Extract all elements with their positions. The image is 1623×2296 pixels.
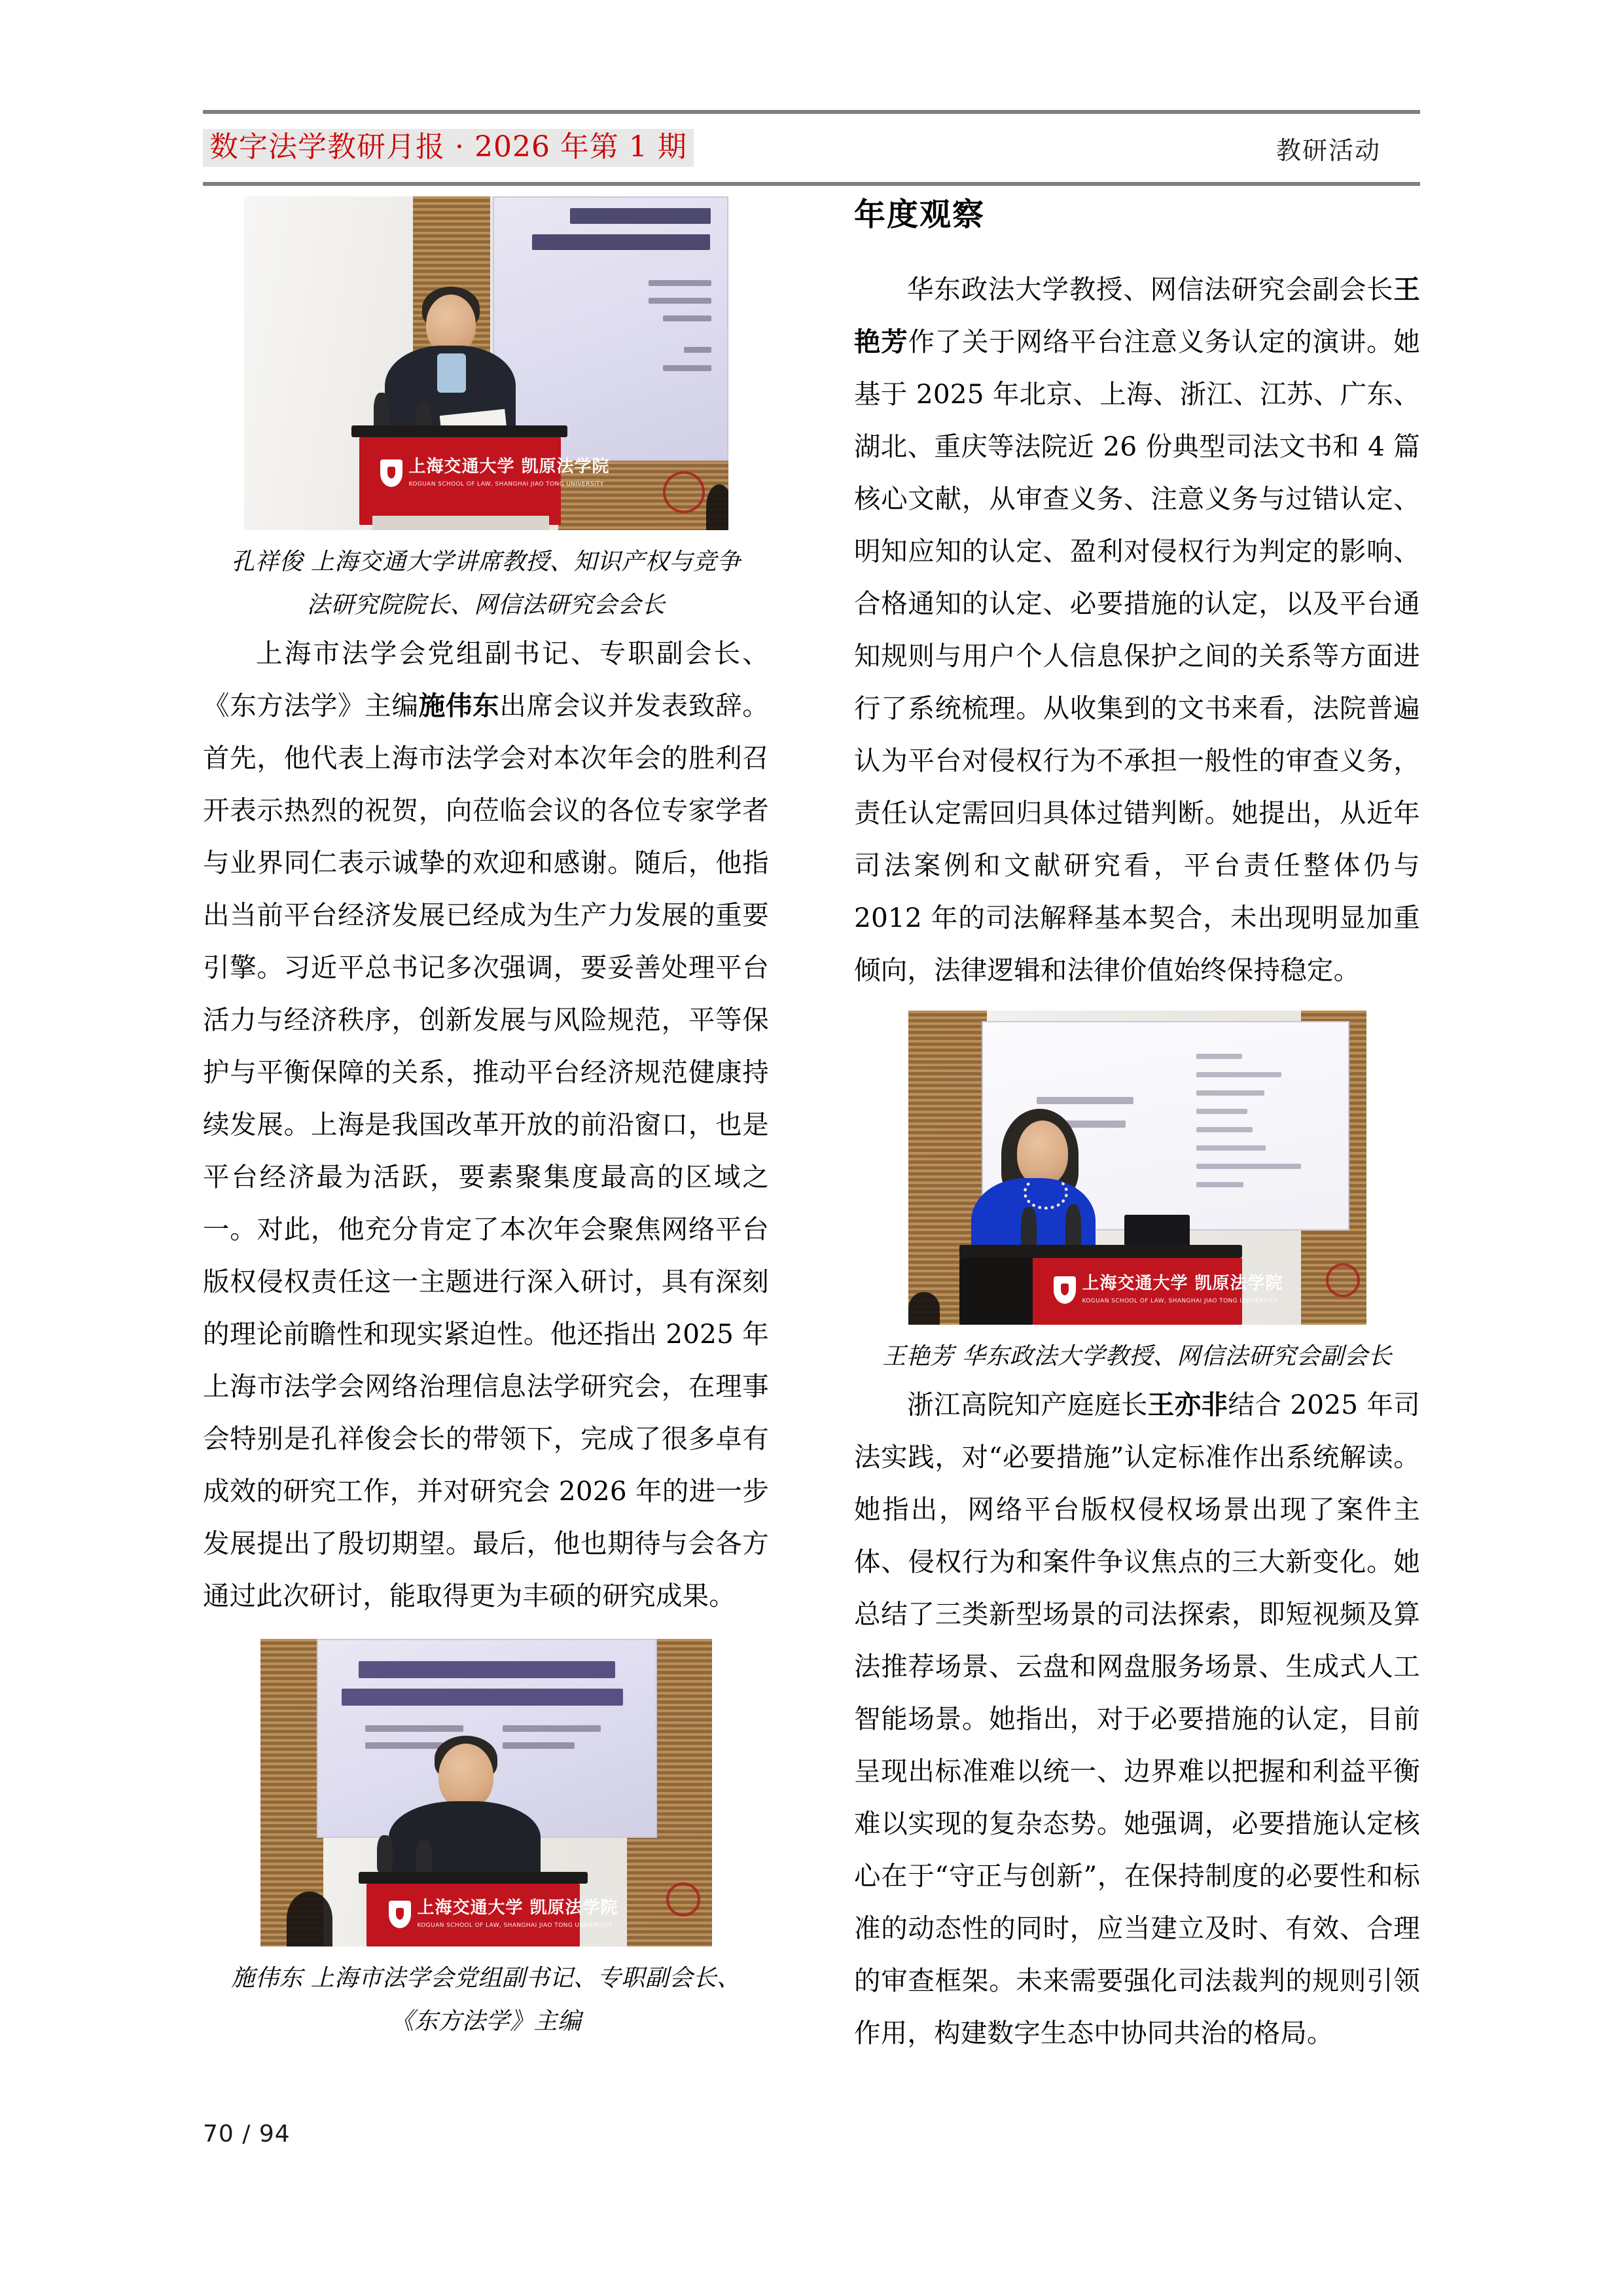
paragraph-wang-yanfang: 华东政法大学教授、网信法研究会副会长王艳芳作了关于网络平台注意义务认定的演讲。她基于 2025 年北京、上海、浙江、江苏、广东、湖北、重庆等法院近 26 份典型司法文书和 4 篇核心文献，从审查义务、注意义务与过错认定、明知应知的认定、盈利对侵权行为判定的影响、合格通知的认定、必要措施的认定，以及平台通知规则与用户个人信息保护之间的关系等方面进行了系统梳理。从收集到的文书来看，法院普遍认为平台对侵权行为不承担一般性的审查义务，责任认定需回归具体过错判断。她提出，从近年司法案例和文献研究看，平台责任整体仍与 2012 年的司法解释基本契合，未出现明显加重倾向，法律逻辑和法律价值始终保持稳定。	[854, 273, 1420, 986]
paragraph-wang-yifei: 浙江高院知产庭庭长王亦非结合 2025 年司法实践，对“必要措施”认定标准作出系统解读。她指出，网络平台版权侵权场景出现了案件主体、侵权行为和案件争议焦点的三大新变化。她总结了三类新型场景的司法探索，即短视频及算法推荐场景、云盘和网盘服务场景、生成式人工智能场景。她指出，对于必要措施的认定，目前呈现出标准难以统一、边界难以把握和利益平衡难以实现的复杂态势。她强调，必要措施认定核心在于“守正与创新”，在保持制度的必要性和标准的动态性的同时，应当建立及时、有效、合理的审查框架。未来需要强化司法裁判的规则引领作用，构建数字生态中协同共治的格局。	[854, 1388, 1420, 2049]
caption-line-2: 法研究院院长、网信法研究会会长	[306, 592, 666, 619]
figure-shi-weidong	[203, 1639, 769, 2043]
figure-wang-yanfang	[854, 1011, 1420, 1378]
caption-line-1: 孔祥俊 上海交通大学讲席教授、知识产权与竞争	[231, 548, 741, 575]
section-label: 教研活动	[1275, 135, 1381, 165]
figure-caption	[203, 541, 769, 627]
podium-logo-en: KOGUAN SCHOOL OF LAW, SHANGHAI JIAO TONG UNIVERSITY	[1082, 1297, 1277, 1304]
caption-line-1: 王艳芳 华东政法大学教授、网信法研究会副会长	[882, 1342, 1392, 1370]
podium-logo-cn: 上海交通大学 凯原法学院	[408, 457, 610, 476]
running-header	[203, 110, 1420, 186]
section-heading-annual-observation: 年度观察	[854, 196, 986, 233]
photo-kong-xiangjun	[244, 196, 728, 530]
photo-shi-weidong	[260, 1639, 712, 1946]
sjtu-shield-icon	[1054, 1276, 1076, 1304]
caption-line-1: 施伟东 上海市法学会党组副书记、专职副会长、	[231, 1965, 741, 1992]
right-column	[854, 196, 1420, 2081]
figure-caption	[203, 1957, 769, 2043]
two-column-body	[203, 196, 1420, 2081]
podium-logo-cn: 上海交通大学 凯原法学院	[1082, 1273, 1283, 1293]
sjtu-shield-icon	[389, 1901, 411, 1928]
podium-logo-en: KOGUAN SCHOOL OF LAW, SHANGHAI JIAO TONG UNIVERSITY	[417, 1922, 613, 1929]
figure-kong-xiangjun	[203, 196, 769, 627]
paragraph-shi-weidong: 上海市法学会党组副书记、专职副会长、《东方法学》主编施伟东出席会议并发表致辞。首先，他代表上海市法学会对本次年会的胜利召开表示热烈的祝贺，向莅临会议的各位专家学者与业界同仁表示诚挚的欢迎和感谢。随后，他指出当前平台经济发展已经成为生产力发展的重要引擎。习近平总书记多次强调，要妥善处理平台活力与经济秩序，创新发展与风险规范，平等保护与平衡保障的关系，推动平台经济规范健康持续发展。上海是我国改革开放的前沿窗口，也是平台经济最为活跃，要素聚集度最高的区域之一。对此，他充分肯定了本次年会聚焦网络平台版权侵权责任这一主题进行深入研讨，具有深刻的理论前瞻性和现实紧迫性。他还指出 2025 年上海市法学会网络治理信息法学研究会，在理事会特别是孔祥俊会长的带领下，完成了很多卓有成效的研究工作，并对研究会 2026 年的进一步发展提出了殷切期望。最后，他也期待与会各方通过此次研讨，能取得更为丰硕的研究成果。	[203, 637, 770, 1611]
caption-line-2: 《东方法学》主编	[390, 2008, 582, 2035]
page-number: 70 / 94	[203, 2121, 291, 2147]
sjtu-shield-icon	[380, 459, 402, 487]
figure-caption	[854, 1335, 1420, 1378]
publication-title: 数字法学教研月报 · 2026 年第 1 期	[203, 129, 694, 167]
photo-wang-yanfang	[908, 1011, 1366, 1325]
podium-logo-cn: 上海交通大学 凯原法学院	[417, 1898, 618, 1918]
left-column	[203, 196, 769, 2081]
podium-logo-en: KOGUAN SCHOOL OF LAW, SHANGHAI JIAO TONG UNIVERSITY	[408, 481, 604, 488]
